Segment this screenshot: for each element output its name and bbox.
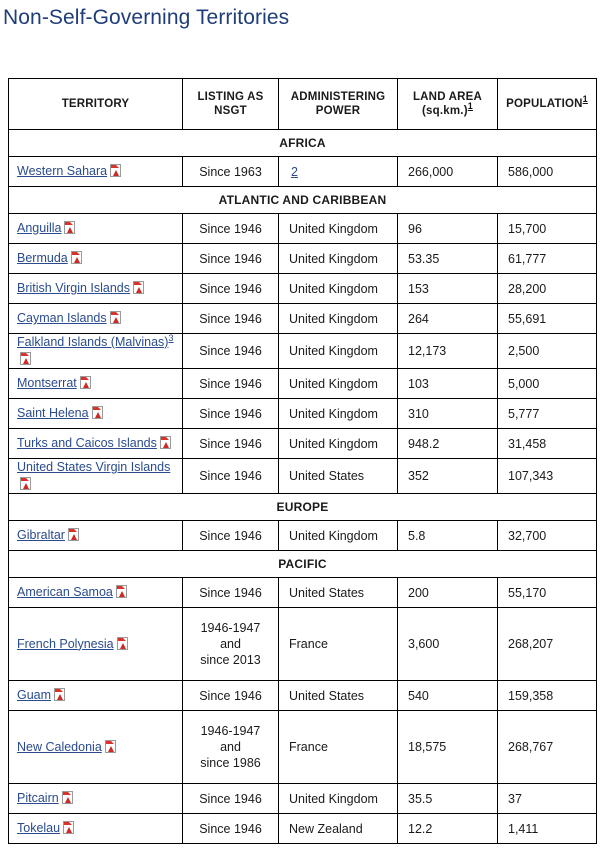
- pdf-icon-fold: [111, 741, 115, 745]
- cell-listing-as-nsgt: Since 1946: [183, 369, 279, 399]
- cell-population: 159,358: [498, 681, 597, 711]
- territory-link[interactable]: Pitcairn: [17, 791, 59, 805]
- section-header-atlantic-and-caribbean: ATLANTIC AND CARIBBEAN: [9, 187, 597, 214]
- cell-population: 5,000: [498, 369, 597, 399]
- cell-territory: [9, 399, 183, 429]
- territory-link[interactable]: French Polynesia: [17, 636, 114, 651]
- section-header-row: [9, 187, 597, 214]
- column-header-listing-as-nsgt: [183, 79, 279, 130]
- pdf-document-icon[interactable]: [71, 251, 82, 264]
- cell-population: 107,343: [498, 459, 597, 494]
- territory-content: [17, 739, 182, 756]
- section-header-row: [9, 551, 597, 578]
- territory-content: [17, 310, 182, 327]
- territory-link[interactable]: Anguilla: [17, 221, 62, 235]
- table-row: [9, 459, 597, 494]
- territory-link[interactable]: British Virgin Islands: [17, 281, 131, 295]
- pdf-icon-fold: [74, 529, 78, 533]
- table-row: [9, 304, 597, 334]
- territory-link[interactable]: Turks and Caicos Islands: [17, 436, 157, 450]
- cell-land-area: 12.2: [398, 814, 498, 844]
- pdf-document-icon[interactable]: [68, 528, 79, 541]
- territory-link[interactable]: American Samoa: [17, 585, 113, 599]
- territory-link[interactable]: New Caledonia: [17, 739, 102, 754]
- table-row: [9, 369, 597, 399]
- table-header-row: [9, 79, 597, 130]
- territory-content: [17, 459, 182, 493]
- table-row: [9, 274, 597, 304]
- cell-population: 28,200: [498, 274, 597, 304]
- column-header-listing-line1: LISTING AS: [197, 91, 264, 103]
- column-header-power-line2: POWER: [315, 105, 361, 117]
- section-header-row: [9, 130, 597, 157]
- column-header-listing-line2: NSGT: [214, 105, 247, 117]
- listing-line: since 2013: [200, 653, 261, 667]
- nsgt-table-container: [8, 78, 596, 844]
- territory-link[interactable]: Falkland Islands (Malvinas): [17, 335, 169, 349]
- cell-territory: [9, 459, 183, 494]
- page-title: Non-Self-Governing Territories: [3, 6, 290, 29]
- pdf-icon-fold: [116, 312, 120, 316]
- cell-land-area: 3,600: [398, 608, 498, 681]
- cell-population: 31,458: [498, 429, 597, 459]
- cell-listing-as-nsgt: [183, 608, 279, 681]
- pdf-document-icon[interactable]: [63, 821, 74, 834]
- territory-content: [17, 334, 182, 368]
- listing-line: 1946-1947: [200, 724, 261, 738]
- cell-land-area: 35.5: [398, 784, 498, 814]
- territory-link[interactable]: Montserrat: [17, 376, 77, 390]
- pdf-icon-fold: [86, 377, 90, 381]
- cell-listing-as-nsgt: Since 1946: [183, 784, 279, 814]
- table-row: [9, 711, 597, 784]
- cell-territory: [9, 711, 183, 784]
- cell-administering-power: [279, 157, 398, 187]
- cell-territory: [9, 681, 183, 711]
- table-header: [9, 79, 597, 130]
- territory-content: [17, 527, 182, 544]
- cell-listing-as-nsgt: Since 1946: [183, 244, 279, 274]
- footnote-link-area[interactable]: 1: [467, 101, 473, 112]
- cell-population: 2,500: [498, 334, 597, 369]
- cell-population: 586,000: [498, 157, 597, 187]
- pdf-document-icon[interactable]: [62, 791, 73, 804]
- table-row: [9, 681, 597, 711]
- territory-content: [17, 280, 182, 297]
- cell-administering-power: United States: [279, 578, 398, 608]
- territory-link[interactable]: Saint Helena: [17, 406, 89, 420]
- pdf-icon-fold: [98, 407, 102, 411]
- cell-population: 268,767: [498, 711, 597, 784]
- pdf-icon-fold: [116, 165, 120, 169]
- pdf-icon-fold: [123, 638, 127, 642]
- cell-territory: [9, 157, 183, 187]
- cell-administering-power: United Kingdom: [279, 521, 398, 551]
- cell-territory: [9, 521, 183, 551]
- pdf-document-icon[interactable]: [116, 585, 127, 598]
- territory-content: [17, 687, 182, 704]
- column-header-population-label: POPULATION: [506, 98, 583, 110]
- territory-link[interactable]: Gibraltar: [17, 528, 65, 542]
- table-row: [9, 244, 597, 274]
- table-row: [9, 608, 597, 681]
- territory-link[interactable]: United States Virgin Islands: [17, 460, 171, 474]
- cell-administering-power: United Kingdom: [279, 304, 398, 334]
- territory-link[interactable]: Guam: [17, 688, 52, 702]
- cell-land-area: 103: [398, 369, 498, 399]
- pdf-document-icon[interactable]: [117, 637, 128, 650]
- territory-content: [17, 820, 182, 837]
- listing-line: since 1986: [200, 756, 261, 770]
- cell-administering-power: United Kingdom: [279, 399, 398, 429]
- cell-territory: [9, 369, 183, 399]
- listing-line: and: [220, 637, 241, 651]
- pdf-document-icon[interactable]: [133, 281, 144, 294]
- cell-listing-as-nsgt: Since 1946: [183, 214, 279, 244]
- territory-content: [17, 435, 182, 452]
- pdf-document-icon[interactable]: [54, 688, 65, 701]
- cell-listing-as-nsgt: Since 1946: [183, 334, 279, 369]
- cell-territory: [9, 784, 183, 814]
- cell-land-area: 200: [398, 578, 498, 608]
- cell-administering-power: United Kingdom: [279, 334, 398, 369]
- cell-administering-power: France: [279, 711, 398, 784]
- table-row: [9, 521, 597, 551]
- column-header-area-line2: (sq.km.): [422, 105, 468, 117]
- pdf-icon-fold: [70, 222, 74, 226]
- cell-listing-as-nsgt: Since 1946: [183, 814, 279, 844]
- territory-content: [17, 163, 182, 180]
- cell-territory: [9, 608, 183, 681]
- cell-listing-as-nsgt: Since 1946: [183, 578, 279, 608]
- cell-administering-power: United Kingdom: [279, 274, 398, 304]
- table-row: [9, 578, 597, 608]
- cell-territory: [9, 274, 183, 304]
- listing-line: 1946-1947: [200, 621, 261, 635]
- cell-listing-as-nsgt: Since 1946: [183, 274, 279, 304]
- administering-power-footnote-link[interactable]: 2: [291, 164, 298, 179]
- cell-land-area: 96: [398, 214, 498, 244]
- cell-listing-as-nsgt: Since 1946: [183, 429, 279, 459]
- cell-land-area: 352: [398, 459, 498, 494]
- column-header-population: [498, 79, 597, 130]
- pdf-document-icon[interactable]: [110, 164, 121, 177]
- section-header-africa: AFRICA: [9, 130, 597, 157]
- cell-territory: [9, 814, 183, 844]
- cell-listing-as-nsgt: Since 1946: [183, 681, 279, 711]
- territory-content: [17, 250, 182, 267]
- cell-population: 32,700: [498, 521, 597, 551]
- column-header-administering-power: [279, 79, 398, 130]
- cell-land-area: 53.35: [398, 244, 498, 274]
- cell-land-area: 18,575: [398, 711, 498, 784]
- pdf-document-icon[interactable]: [105, 740, 116, 753]
- cell-administering-power: United Kingdom: [279, 214, 398, 244]
- cell-population: 268,207: [498, 608, 597, 681]
- pdf-document-icon[interactable]: [20, 352, 31, 365]
- section-header-row: [9, 494, 597, 521]
- cell-population: 1,411: [498, 814, 597, 844]
- table-row: [9, 157, 597, 187]
- pdf-icon-fold: [139, 282, 143, 286]
- cell-territory: [9, 304, 183, 334]
- table-row: [9, 214, 597, 244]
- table-row: [9, 814, 597, 844]
- cell-listing-as-nsgt: Since 1946: [183, 304, 279, 334]
- cell-land-area: 540: [398, 681, 498, 711]
- cell-administering-power: France: [279, 608, 398, 681]
- cell-territory: [9, 334, 183, 369]
- cell-listing-as-nsgt: [183, 711, 279, 784]
- cell-population: 61,777: [498, 244, 597, 274]
- cell-land-area: 12,173: [398, 334, 498, 369]
- table-body: [9, 130, 597, 844]
- pdf-icon-fold: [77, 252, 81, 256]
- cell-administering-power: New Zealand: [279, 814, 398, 844]
- territory-link[interactable]: Bermuda: [17, 251, 68, 265]
- cell-population: 5,777: [498, 399, 597, 429]
- pdf-document-icon[interactable]: [92, 406, 103, 419]
- cell-population: 55,691: [498, 304, 597, 334]
- cell-land-area: 5.8: [398, 521, 498, 551]
- pdf-document-icon[interactable]: [160, 436, 171, 449]
- non-self-governing-territories-table: [8, 78, 597, 844]
- territory-link[interactable]: Western Sahara: [17, 164, 108, 178]
- column-header-area-line1: LAND AREA: [412, 91, 483, 103]
- pdf-document-icon[interactable]: [20, 477, 31, 490]
- section-header-europe: EUROPE: [9, 494, 597, 521]
- territory-content: [17, 375, 182, 392]
- pdf-document-icon[interactable]: [80, 376, 91, 389]
- cell-administering-power: United States: [279, 459, 398, 494]
- cell-administering-power: United Kingdom: [279, 369, 398, 399]
- table-row: [9, 429, 597, 459]
- cell-administering-power: United Kingdom: [279, 784, 398, 814]
- territory-link[interactable]: Cayman Islands: [17, 311, 107, 325]
- cell-population: 37: [498, 784, 597, 814]
- cell-land-area: 310: [398, 399, 498, 429]
- cell-population: 15,700: [498, 214, 597, 244]
- pdf-document-icon[interactable]: [110, 311, 121, 324]
- cell-listing-as-nsgt: Since 1946: [183, 459, 279, 494]
- territory-content: [17, 790, 182, 807]
- listing-line: and: [220, 740, 241, 754]
- pdf-icon-fold: [122, 586, 126, 590]
- pdf-icon-fold: [26, 353, 30, 357]
- territory-content: [17, 405, 182, 422]
- cell-listing-as-nsgt: Since 1946: [183, 521, 279, 551]
- table-row: [9, 399, 597, 429]
- cell-administering-power: United Kingdom: [279, 429, 398, 459]
- cell-land-area: 948.2: [398, 429, 498, 459]
- territory-content: [17, 584, 182, 601]
- pdf-icon-fold: [26, 478, 30, 482]
- cell-land-area: 153: [398, 274, 498, 304]
- table-row: [9, 334, 597, 369]
- cell-listing-as-nsgt: Since 1946: [183, 399, 279, 429]
- column-header-land-area: [398, 79, 498, 130]
- pdf-icon-fold: [166, 437, 170, 441]
- cell-population: 55,170: [498, 578, 597, 608]
- cell-land-area: 266,000: [398, 157, 498, 187]
- cell-administering-power: United States: [279, 681, 398, 711]
- pdf-icon-fold: [69, 822, 73, 826]
- cell-land-area: 264: [398, 304, 498, 334]
- cell-administering-power: United Kingdom: [279, 244, 398, 274]
- cell-territory: [9, 429, 183, 459]
- column-header-territory: [9, 79, 183, 130]
- cell-territory: [9, 578, 183, 608]
- column-header-power-line1: ADMINISTERING: [290, 91, 386, 103]
- column-header-territory-label: TERRITORY: [61, 98, 130, 110]
- territory-content: [17, 220, 182, 237]
- pdf-icon-fold: [60, 689, 64, 693]
- footnote-link-population[interactable]: 1: [582, 94, 588, 105]
- territory-footnote-link[interactable]: 3: [168, 332, 174, 343]
- section-header-pacific: PACIFIC: [9, 551, 597, 578]
- pdf-icon-fold: [68, 792, 72, 796]
- territory-link[interactable]: Tokelau: [17, 821, 61, 835]
- pdf-document-icon[interactable]: [64, 221, 75, 234]
- cell-listing-as-nsgt: Since 1963: [183, 157, 279, 187]
- cell-territory: [9, 214, 183, 244]
- table-row: [9, 784, 597, 814]
- cell-territory: [9, 244, 183, 274]
- territory-content: [17, 636, 182, 653]
